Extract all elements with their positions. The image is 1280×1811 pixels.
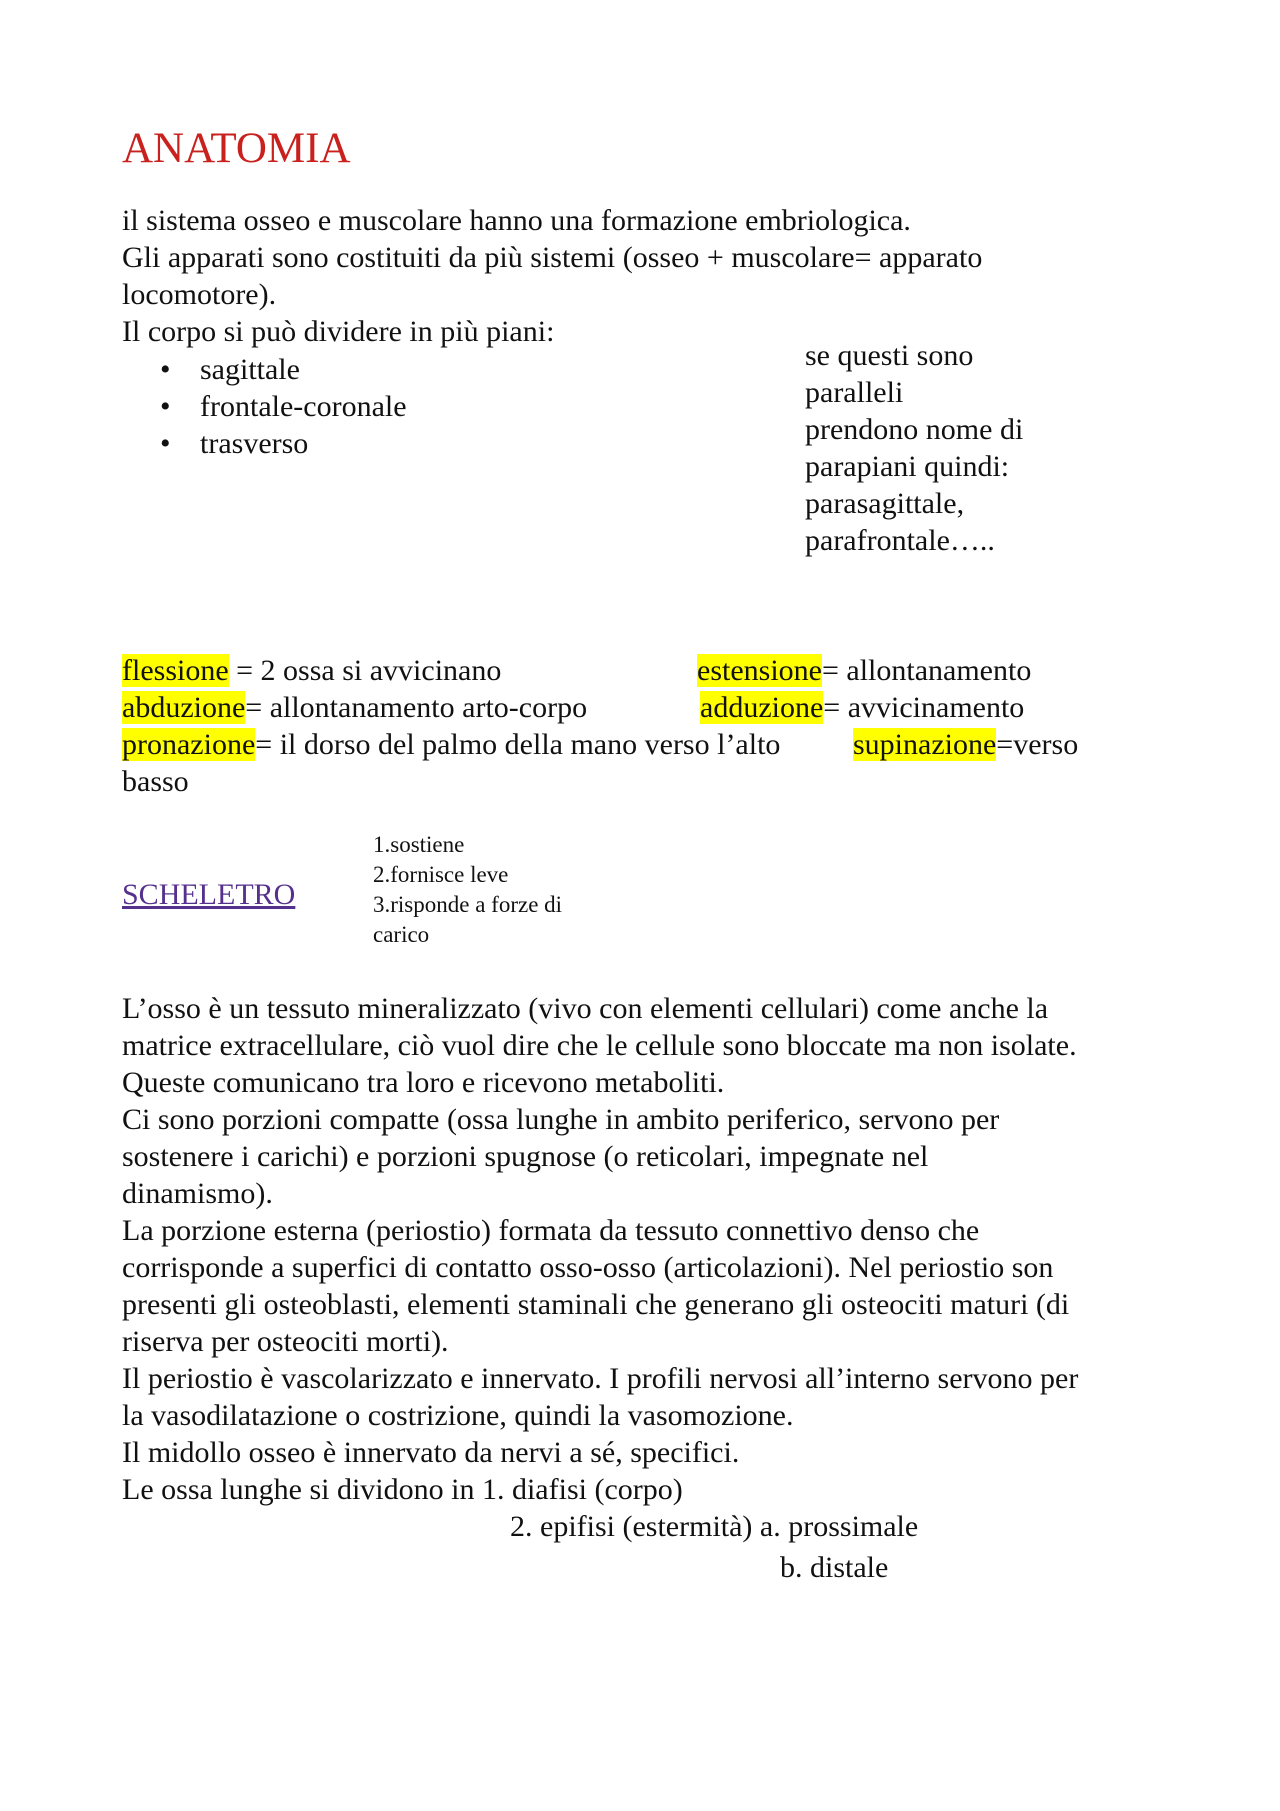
distale-line: b. distale: [780, 1551, 889, 1584]
body-line: matrice extracellulare, ciò vuol dire che le cellule sono bloccate ma non isolate.: [122, 1029, 1077, 1062]
def-abduzione: = allontanamento arto-corpo: [245, 691, 588, 724]
movement-continuation: basso: [122, 765, 189, 798]
bullet-icon: •: [160, 427, 171, 460]
body-line: Ci sono porzioni compatte (ossa lunghe in ambito periferico, servono per: [122, 1103, 1000, 1136]
body-line: Le ossa lunghe si dividono in 1. diafisi (corpo): [122, 1473, 683, 1506]
list-item: [160, 388, 407, 425]
body-line: riserva per osteociti morti).: [122, 1325, 449, 1358]
function-item: 3.risponde a forze di: [373, 892, 563, 917]
def-supinazione: =verso: [996, 728, 1079, 761]
movement-adduzione: [700, 689, 1024, 726]
side-note-line: prendono nome di: [805, 413, 1024, 446]
movement-estensione: [697, 652, 1031, 689]
side-note-line: se questi sono: [805, 339, 974, 372]
intro-line: Gli apparati sono costituiti da più sistemi (osseo + muscolare= apparato: [122, 241, 983, 274]
intro-line: locomotore).: [122, 278, 277, 311]
movement-abduzione: [122, 689, 587, 726]
term-estensione: estensione: [697, 654, 822, 687]
movement-supinazione: [853, 726, 1078, 763]
plane-label: trasverso: [200, 427, 309, 460]
plane-label: sagittale: [200, 353, 300, 386]
bullet-icon: •: [160, 353, 171, 386]
side-note-line: parasagittale,: [805, 487, 965, 520]
page-title: ANATOMIA: [122, 125, 351, 172]
body-line: la vasodilatazione o costrizione, quindi la vasomozione.: [122, 1399, 794, 1432]
def-adduzione: = avvicinamento: [823, 691, 1025, 724]
def-pronazione: = il dorso del palmo della mano verso l’alto: [255, 728, 781, 761]
bullet-icon: •: [160, 390, 171, 423]
plane-label: frontale-coronale: [200, 390, 407, 423]
intro-line: il sistema osseo e muscolare hanno una formazione embriologica.: [122, 204, 911, 237]
side-note: [805, 337, 1023, 559]
bone-paragraph: [122, 990, 1078, 1508]
function-item: 1.sostiene: [373, 832, 465, 857]
body-line: Il midollo osseo è innervato da nervi a sé, specifici.: [122, 1436, 740, 1469]
body-line: L’osso è un tessuto mineralizzato (vivo con elementi cellulari) come anche la: [122, 992, 1049, 1025]
intro-line: Il corpo si può dividere in più piani:: [122, 315, 555, 348]
term-pronazione: pronazione: [122, 728, 256, 761]
body-line: dinamismo).: [122, 1177, 273, 1210]
list-item: [160, 425, 407, 462]
list-item: [160, 351, 407, 388]
body-line: presenti gli osteoblasti, elementi staminali che generano gli osteociti maturi (di: [122, 1288, 1070, 1321]
function-item: carico: [373, 922, 430, 947]
movement-pronazione: [122, 726, 780, 763]
term-supinazione: supinazione: [853, 728, 997, 761]
side-note-line: paralleli: [805, 376, 904, 409]
def-flessione: = 2 ossa si avvicinano: [228, 654, 502, 687]
movement-flessione: [122, 652, 501, 689]
epifisi-line: 2. epifisi (estermità) a. prossimale: [510, 1510, 919, 1543]
scheletro-link[interactable]: SCHELETRO: [122, 878, 296, 911]
body-line: corrisponde a superfici di contatto osso-osso (articolazioni). Nel periostio son: [122, 1251, 1054, 1284]
body-line: Il periostio è vascolarizzato e innervato. I profili nervosi all’interno servono per: [122, 1362, 1079, 1395]
def-estensione: = allontanamento: [821, 654, 1032, 687]
body-line: sostenere i carichi) e porzioni spugnose (o reticolari, impegnate nel: [122, 1140, 929, 1173]
function-item: 2.fornisce leve: [373, 862, 509, 887]
intro-paragraph: [122, 202, 982, 350]
term-abduzione: abduzione: [122, 691, 246, 724]
side-note-line: parapiani quindi:: [805, 450, 1010, 483]
body-line: Queste comunicano tra loro e ricevono metaboliti.: [122, 1066, 725, 1099]
body-line: La porzione esterna (periostio) formata da tessuto connettivo denso che: [122, 1214, 980, 1247]
term-flessione: flessione: [122, 654, 229, 687]
side-note-line: parafrontale…..: [805, 524, 995, 557]
scheletro-functions: [373, 830, 562, 950]
term-adduzione: adduzione: [700, 691, 824, 724]
planes-list: [160, 351, 407, 462]
